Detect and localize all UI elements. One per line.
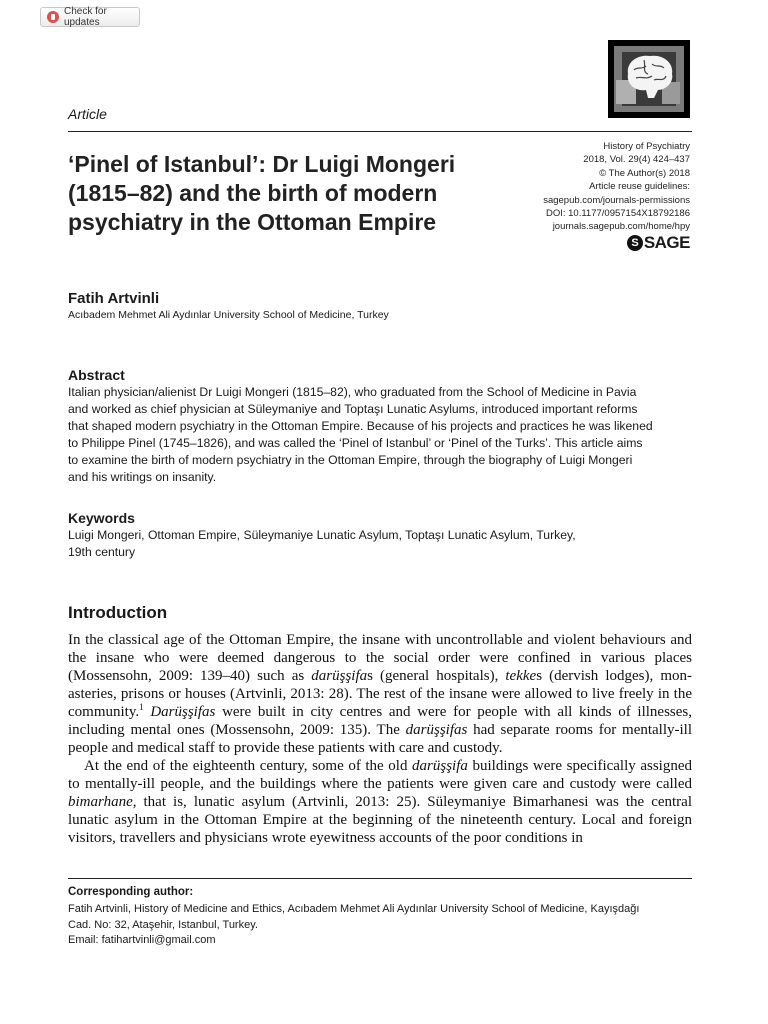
check-for-updates-label: Check for updates bbox=[64, 6, 107, 28]
corresponding-email[interactable]: Email: fatihartvinli@gmail.com bbox=[68, 934, 216, 946]
reuse-guidelines-label: Article reuse guidelines: bbox=[589, 181, 690, 193]
corresponding-address-line: Cad. No: 32, Ataşehir, Istanbul, Turkey. bbox=[68, 918, 258, 931]
title-line: ‘Pinel of Istanbul’: Dr Luigi Mongeri bbox=[68, 151, 456, 177]
keywords-line: 19th century bbox=[68, 545, 136, 559]
text-run: buildings were specifically assigned to mentally-ill people, and the buildings where the patients were given care and custody were called bbox=[68, 758, 692, 792]
introduction-paragraph bbox=[68, 631, 692, 757]
abstract-line: and worked as chief physician at Süleymaniye and Toptaşı Lunatic Asylums, introduced important reforms bbox=[68, 402, 638, 416]
doi-link[interactable]: DOI: 10.1177/0957154X18792186 bbox=[545, 208, 690, 220]
copyright: © The Author(s) 2018 bbox=[599, 167, 690, 179]
journal-volume: 2018, Vol. 29(4) 424–437 bbox=[583, 154, 690, 166]
text-run: s (general hospitals), bbox=[367, 668, 506, 684]
text-run: were built in city centres and were for people with all kinds of illnesses, including mental ones (Mossensohn, 2009: 135). The bbox=[68, 704, 693, 738]
corresponding-author-details bbox=[68, 902, 698, 949]
italic-term: darüşşifa bbox=[412, 758, 468, 774]
text-run: had separate rooms for mentally-ill people and medical staff to provide these patients with care and custody. bbox=[68, 722, 693, 756]
header-divider bbox=[68, 131, 692, 132]
italic-term: Darüşşifas bbox=[150, 704, 216, 720]
publisher-name: SAGE bbox=[643, 233, 690, 252]
title-line: (1815–82) and the birth of modern bbox=[68, 180, 438, 206]
introduction-heading: Introduction bbox=[68, 603, 168, 622]
permissions-link[interactable]: sagepub.com/journals-permissions bbox=[543, 194, 690, 206]
keywords-line: Luigi Mongeri, Ottoman Empire, Süleymaniye Lunatic Asylum, Toptaşı Lunatic Asylum, Turkey, bbox=[68, 528, 576, 542]
footnote-divider bbox=[68, 878, 692, 879]
journal-logo bbox=[608, 40, 690, 118]
italic-term: darüşşifas bbox=[405, 722, 468, 738]
article-type-label: Article bbox=[68, 106, 107, 122]
introduction-paragraph bbox=[68, 757, 692, 847]
title-line: psychiatry in the Ottoman Empire bbox=[68, 209, 437, 235]
italic-term: bimarhane bbox=[68, 794, 133, 810]
abstract-line: Italian physician/alienist Dr Luigi Mongeri (1815–82), who graduated from the School of Medicine in Pavia bbox=[68, 385, 637, 399]
abstract-heading: Abstract bbox=[68, 367, 125, 383]
journal-metadata bbox=[430, 140, 690, 234]
introduction-body bbox=[68, 631, 692, 847]
author-affiliation: Acıbadem Mehmet Ali Aydınlar University School of Medicine, Turkey bbox=[68, 309, 389, 321]
text-run: , that is, lunatic asylum (Artvinli, 2013: 25). Süleymaniye Bimarhanesi was the central lunatic asylum in the Ottoman Empire at the beginning of the nineteenth century. Local and foreign visitors, travellers and physicians wrote eyewitness accounts of the poor conditions in bbox=[68, 794, 692, 846]
text-run: At the end of the eighteenth century, some of the old bbox=[84, 758, 413, 774]
check-for-updates-button[interactable] bbox=[40, 7, 140, 27]
italic-term: tekke bbox=[505, 668, 537, 684]
keywords-text bbox=[68, 527, 700, 561]
journal-homepage-link[interactable]: journals.sagepub.com/home/hpy bbox=[552, 221, 690, 233]
text-run: s (dervish lodges), monasteries, prisons or houses (Artvinli, 2013: 28). The rest of the insane were allowed to live freely in the community. bbox=[68, 668, 692, 720]
corresponding-address-line: Fatih Artvinli, History of Medicine and Ethics, Acıbadem Mehmet Ali Aydınlar University School of Medicine, Kayışdağı bbox=[68, 903, 640, 915]
abstract-line: that shaped modern psychiatry in the Ottoman Empire. Because of his projects and practices he was likened bbox=[68, 419, 653, 433]
keywords-heading: Keywords bbox=[68, 510, 135, 526]
abstract-line: to examine the birth of modern psychiatry in the Ottoman Empire, through the biography of Luigi Mongeri bbox=[68, 453, 633, 467]
crossmark-icon bbox=[47, 11, 59, 23]
footnote-ref[interactable]: 1 bbox=[139, 702, 144, 712]
italic-term: darüşşifa bbox=[311, 668, 368, 684]
sage-s-icon: S bbox=[627, 235, 643, 251]
abstract-line: and his writings on insanity. bbox=[68, 470, 217, 484]
corresponding-author-heading: Corresponding author: bbox=[68, 886, 194, 898]
publisher-logo bbox=[627, 233, 690, 253]
author-name: Fatih Artvinli bbox=[68, 290, 160, 307]
text-run: In the classical age of the Ottoman Empire, the insane with uncontrollable and violent behaviours and the insane who were deemed dangerous to the social order were confined in various places (Mossensohn, 2009: 139–40) such as bbox=[68, 632, 692, 684]
abstract-line: to Philippe Pinel (1745–1826), and was called the ‘Pinel of Istanbul’ or ‘Pinel of the Turks’. This article aims bbox=[68, 436, 643, 450]
abstract-text bbox=[68, 384, 700, 486]
journal-name: History of Psychiatry bbox=[603, 141, 690, 152]
